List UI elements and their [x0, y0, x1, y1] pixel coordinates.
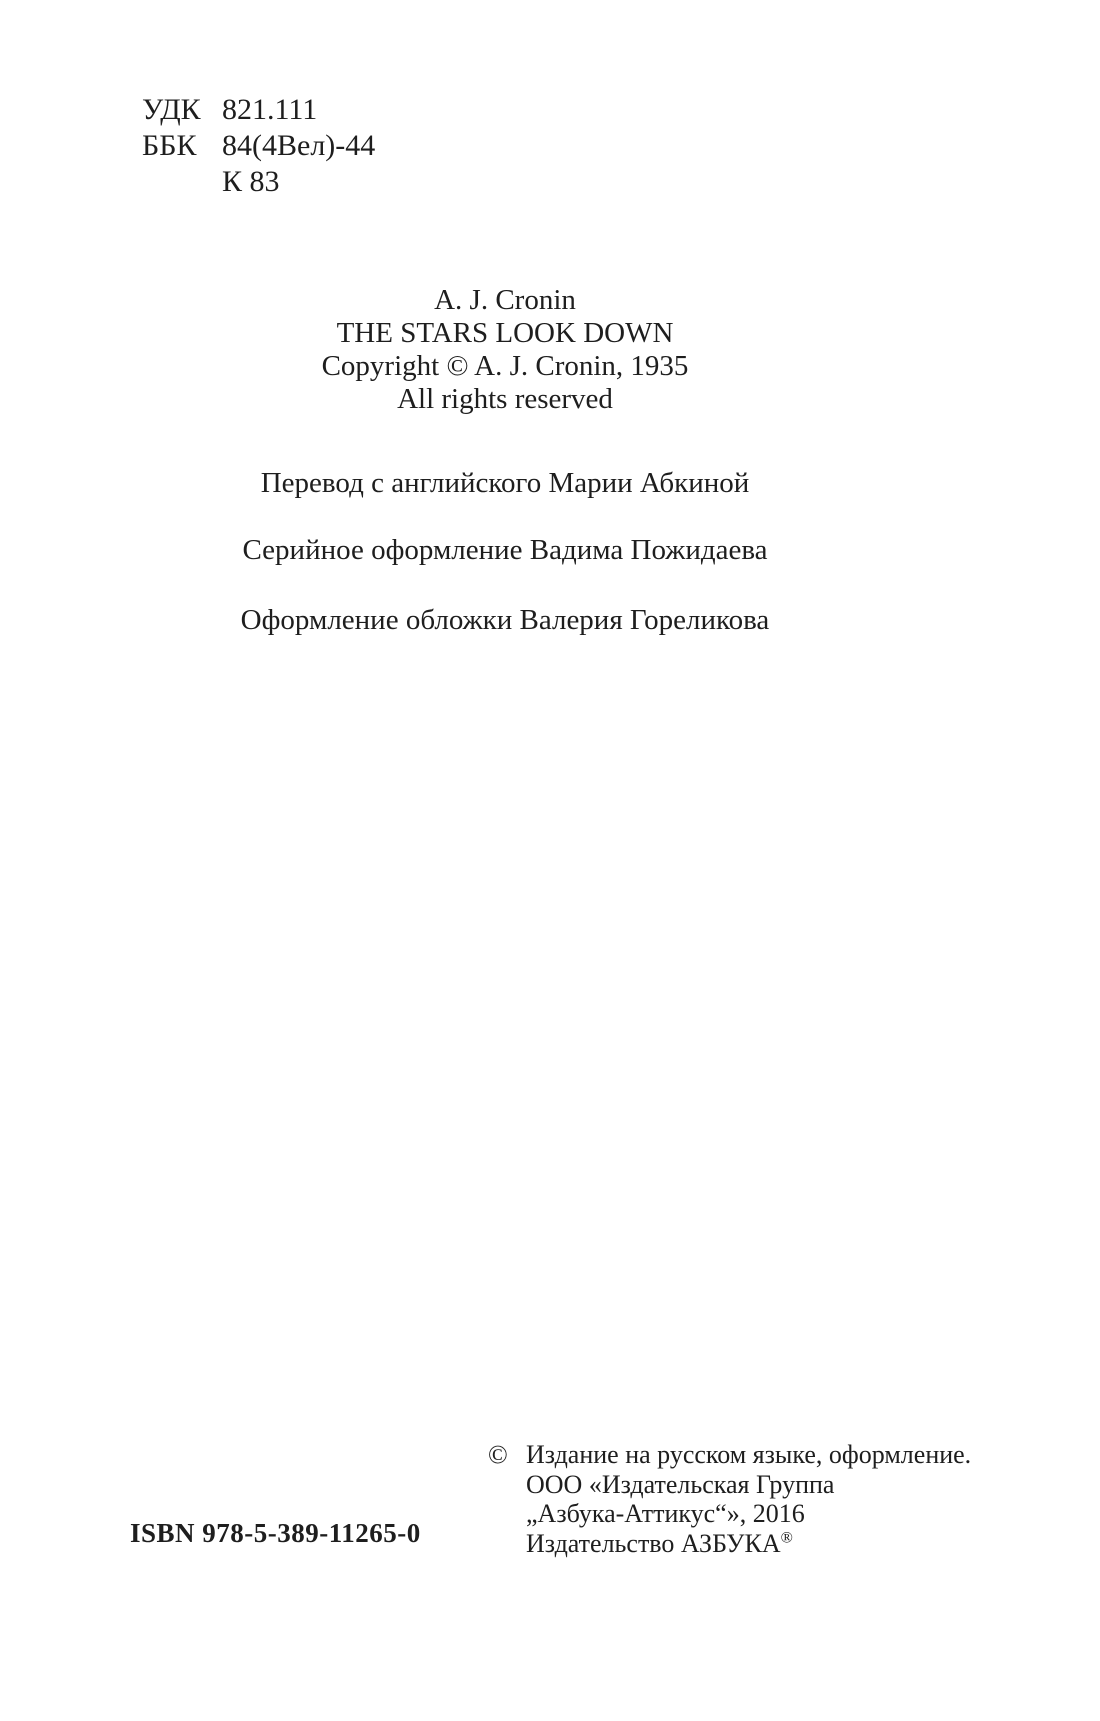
imprint-line-company: ООО «Издательская Группа — [526, 1469, 835, 1499]
russian-edition-imprint — [488, 1440, 971, 1558]
author-sign: К 83 — [222, 165, 280, 198]
udk-value: 821.111 — [222, 93, 318, 126]
copyright-symbol: © — [488, 1440, 508, 1469]
imprint-line-publisher — [526, 1529, 971, 1559]
author-sign-spacer — [142, 164, 222, 200]
isbn-line: ISBN 978-5-389-11265-0 — [130, 1518, 421, 1548]
cover-design-credit: Оформление обложки Валерия Гореликова — [240, 604, 770, 636]
bbk-row — [142, 128, 375, 164]
author-name: A. J. Cronin — [434, 284, 576, 316]
bbk-label: ББК — [142, 129, 197, 162]
series-design-credit: Серийное оформление Вадима Пожидаева — [242, 534, 768, 566]
udk-row — [142, 92, 375, 128]
author-sign-row — [142, 164, 375, 200]
imprint-line-edition: Издание на русском языке, оформление. — [526, 1440, 972, 1469]
imprint-lines — [526, 1440, 971, 1558]
original-title: THE STARS LOOK DOWN — [336, 317, 674, 349]
registered-trademark-symbol: ® — [780, 1528, 793, 1546]
copyright-line: Copyright © A. J. Cronin, 1935 — [321, 350, 689, 382]
publisher-name: Издательство АЗБУКА — [526, 1528, 781, 1558]
translation-credit: Перевод с английского Марии Абкиной — [260, 467, 750, 499]
imprint-line-group-year: „Азбука-Аттикус“», 2016 — [526, 1499, 805, 1528]
original-title-block — [0, 284, 1010, 416]
rights-line: All rights reserved — [397, 383, 613, 415]
classification-block — [142, 92, 375, 200]
udk-label: УДК — [142, 93, 201, 126]
bbk-value: 84(4Вел)-44 — [222, 129, 376, 162]
